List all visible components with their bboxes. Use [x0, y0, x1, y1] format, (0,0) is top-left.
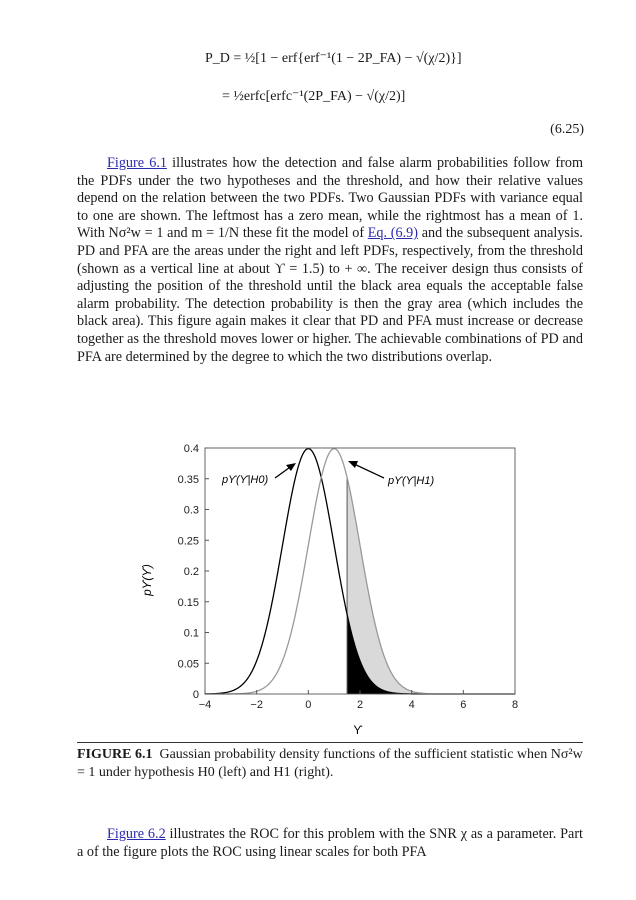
x-tick-label: 8: [511, 699, 519, 711]
noise-condition: Nσ²w = 1: [108, 225, 164, 242]
y-tick-label: 0: [192, 689, 199, 701]
y-tick-label: 0.35: [177, 473, 199, 486]
figure-6-2-link[interactable]: Figure 6.2: [107, 826, 166, 842]
h0-arrow-head: [286, 463, 296, 471]
y-tick-label: 0.15: [177, 596, 199, 609]
h1-arrow-head: [348, 461, 358, 468]
caption-condition: Nσ²w = 1: [77, 747, 583, 780]
paragraph-1-text-c: and the subsequent analysis. PD and PFA are the areas under the right and left PDFs, respectively, from the threshold (shown as a vertical line at about ϒ = 1.5) to + ∞. The receiver design thus consists of adjusting the position of the threshold until the black area equals the acceptable false alarm probability. The detection probability is then the gray area (which includes the black area). This figure again makes it clear that PD and PFA must increase or decrease together as the threshold moves lower or higher. The achievable combinations of PD and PFA are determined by the degree to which the two distributions overlap.: [77, 225, 583, 365]
x-tick-label: 4: [408, 699, 415, 711]
caption-text-b: under hypothesis H0 (left) and H1 (right).: [95, 764, 334, 780]
y-tick-label: 0.2: [183, 566, 199, 578]
equation-number: (6.25): [550, 122, 584, 137]
paragraph-1-text-b: and m = 1/N these fit the model of: [163, 225, 368, 242]
y-tick-label: 0.3: [183, 504, 199, 517]
y-tick-label: 0.25: [177, 535, 199, 548]
x-axis-label: ϒ: [353, 723, 363, 737]
x-tick-label: −4: [198, 699, 212, 711]
paragraph-2-text: illustrates the ROC for this problem with the SNR χ as a parameter. Part a of the figure plots the ROC using linear scales for both PFA: [77, 826, 583, 860]
h0-curve-label: pϒ(ϒ|H0): [222, 474, 269, 486]
y-axis-label: pϒ(ϒ): [140, 564, 154, 596]
h1-annotation-arrow: [352, 463, 384, 478]
x-tick-label: 0: [305, 699, 312, 711]
y-tick-label: 0.1: [183, 627, 199, 640]
caption-label: FIGURE 6.1: [77, 747, 153, 762]
detection-area: [347, 477, 515, 694]
figure-6-1-link[interactable]: Figure 6.1: [107, 155, 167, 171]
equation-line-1: P_D = ½[1 − erf{erf⁻¹(1 − 2P_FA) − √(χ/2)}]: [205, 51, 462, 66]
eq-6-9-link[interactable]: Eq. (6.9): [367, 225, 418, 242]
paragraph-1: [77, 155, 583, 366]
figure-caption: [77, 742, 583, 781]
h1-curve-label: pϒ(ϒ|H1): [388, 475, 435, 487]
x-tick-label: −2: [250, 699, 263, 711]
figure-6-1-chart: [0, 428, 636, 748]
x-tick-label: 2: [356, 699, 364, 711]
y-tick-label: 0.4: [183, 443, 199, 455]
caption-text-a: Gaussian probability density functions of the sufficient statistic when: [159, 747, 551, 762]
y-tick-label: 0.05: [177, 658, 199, 671]
paragraph-2: [77, 826, 583, 861]
x-tick-label: 6: [460, 699, 467, 711]
paragraph-1-text-a: illustrates how the detection and false alarm probabilities follow from the PDFs under the two hypotheses and the threshold, and how their relative values depend on the relation between the two PDFs. Two Gaussian PDFs with variance equal to one are shown. The leftmost has a zero mean, while the rightmost has a mean of 1. With: [77, 155, 583, 242]
equation-line-2: = ½erfc[erfc⁻¹(2P_FA) − √(χ/2)]: [222, 89, 406, 104]
